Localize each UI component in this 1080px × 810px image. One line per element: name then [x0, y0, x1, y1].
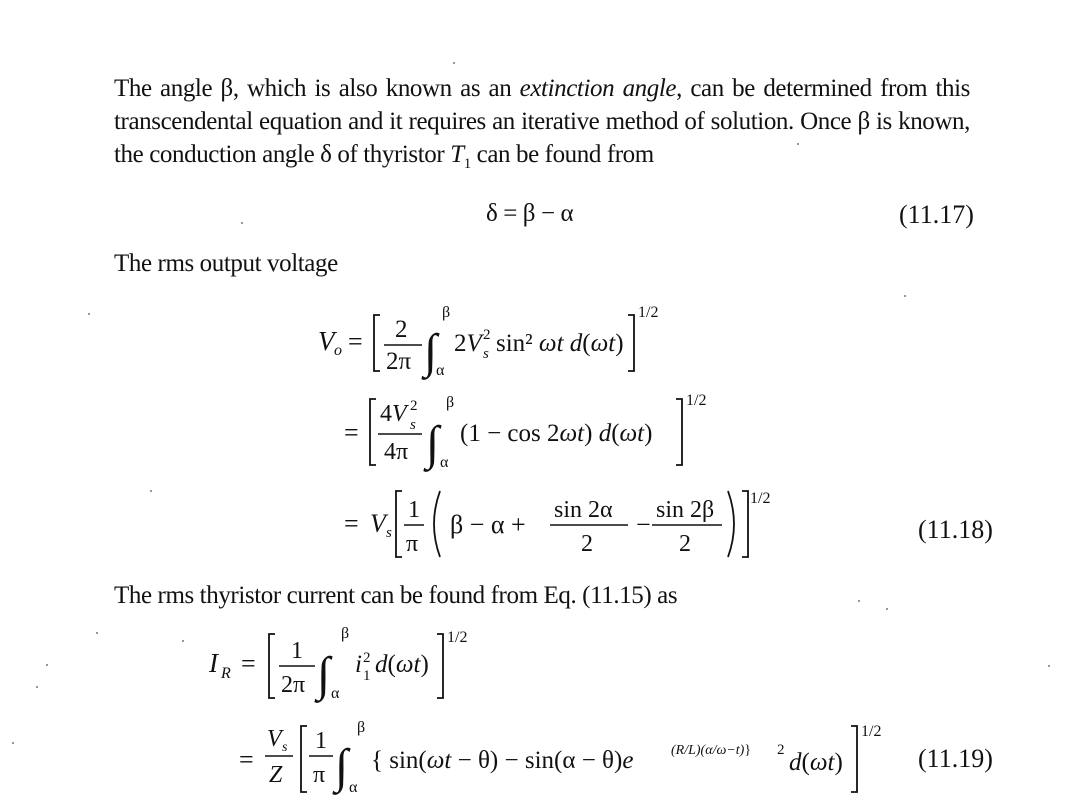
emphasis-extinction-angle: extinction angle [519, 75, 677, 102]
svg-text:β: β [357, 719, 366, 736]
svg-text:α: α [349, 779, 358, 796]
scan-speckle [182, 640, 184, 642]
svg-text:1: 1 [408, 497, 420, 523]
svg-text:s: s [386, 525, 392, 541]
svg-text:1: 1 [291, 638, 303, 664]
svg-text:d(ωt): d(ωt) [789, 749, 843, 776]
svg-text:1: 1 [315, 728, 327, 754]
svg-text:sin 2β: sin 2β [656, 497, 715, 523]
svg-text:β: β [442, 304, 451, 321]
equation-number-11-18: (11.18) [918, 515, 993, 544]
svg-text:π: π [406, 531, 419, 557]
svg-text:1/2: 1/2 [638, 304, 659, 321]
scan-speckle [797, 143, 799, 145]
svg-text:=: = [348, 327, 363, 356]
scan-speckle [46, 664, 48, 666]
svg-text:4V: 4V [380, 401, 407, 427]
svg-text:β − α +: β − α + [450, 510, 526, 539]
thyristor-subscript: 1 [463, 156, 471, 172]
svg-text:α: α [331, 685, 340, 702]
equation-11-18-block [310, 295, 1010, 585]
svg-text:2: 2 [777, 742, 785, 758]
svg-text:π: π [313, 762, 326, 788]
svg-text:d(ωt): d(ωt) [375, 651, 429, 678]
svg-text:s: s [410, 417, 416, 433]
svg-text:s: s [483, 346, 489, 362]
equation-11-17: δ = β − α [486, 200, 574, 227]
svg-text:V: V [370, 509, 386, 538]
svg-text:=: = [344, 509, 359, 538]
equation-number-11-19: (11.19) [918, 744, 993, 773]
svg-text:1/2: 1/2 [447, 629, 468, 646]
svg-text:α: α [440, 454, 449, 471]
svg-text:(R/L)(α/ω−t)}: (R/L)(α/ω−t)} [671, 743, 752, 758]
svg-text:∫: ∫ [335, 740, 349, 793]
scan-speckle [88, 313, 90, 315]
thyristor-symbol: T [450, 141, 464, 168]
svg-text:−: − [636, 510, 651, 539]
svg-text:2: 2 [410, 398, 418, 414]
svg-text:2: 2 [363, 650, 371, 666]
svg-text:1: 1 [363, 668, 371, 684]
scan-speckle [904, 295, 906, 297]
svg-text:Z: Z [269, 762, 283, 788]
svg-text:i: i [355, 651, 362, 678]
scan-speckle [12, 742, 14, 744]
svg-text:sin² ωt d(ωt): sin² ωt d(ωt) [496, 330, 624, 357]
svg-text:=: = [239, 745, 254, 774]
svg-text:R: R [221, 665, 231, 682]
svg-text:1/2: 1/2 [750, 490, 771, 507]
svg-text:1/2: 1/2 [686, 392, 707, 409]
svg-text:s: s [282, 740, 288, 755]
paragraph-extinction-angle [114, 72, 970, 181]
paragraph-rms-thyristor-current: The rms thyristor current can be found from Eq. (11.15) as [114, 582, 678, 609]
svg-text:=: = [241, 649, 256, 678]
svg-text:sin 2α: sin 2α [554, 497, 613, 523]
svg-text:1/2: 1/2 [861, 723, 882, 740]
svg-text:2: 2 [483, 327, 491, 343]
paragraph-text-2: , can be determined from this transcendental equation and it requires an iterative method of solution. Once β is known, the conduction angle δ of thyristor [114, 75, 970, 168]
svg-text:2: 2 [395, 316, 408, 343]
scan-speckle [241, 222, 243, 224]
svg-text:(1 − cos 2ωt) d(ωt): (1 − cos 2ωt) d(ωt) [460, 420, 653, 447]
scan-speckle [453, 62, 455, 64]
paragraph-text-1: The angle β, which is also known as an [114, 75, 520, 102]
svg-text:∫: ∫ [424, 325, 438, 378]
svg-text:β: β [341, 625, 350, 642]
scan-speckle [886, 608, 888, 610]
paragraph-text-3: can be found from [470, 141, 654, 168]
svg-text:=: = [344, 418, 359, 447]
svg-text:2π: 2π [386, 348, 412, 375]
svg-text:2π: 2π [281, 672, 306, 698]
scan-speckle [36, 686, 38, 688]
svg-text:V: V [267, 726, 282, 752]
svg-text:V: V [318, 326, 335, 356]
svg-text:∫: ∫ [426, 417, 440, 470]
equation-number-11-17: (11.17) [899, 200, 974, 229]
svg-text:{ sin(ωt − θ) − sin(α − θ)e: { sin(ωt − θ) − sin(α − θ)e [371, 747, 634, 774]
svg-text:2: 2 [581, 531, 593, 557]
svg-text:o: o [334, 342, 342, 359]
svg-text:β: β [446, 394, 455, 411]
svg-text:∫: ∫ [317, 648, 331, 701]
scan-speckle [96, 632, 98, 634]
scan-speckle [858, 600, 860, 602]
paragraph-rms-output-voltage: The rms output voltage [114, 250, 338, 277]
scan-speckle [1048, 665, 1050, 667]
svg-text:I: I [209, 648, 218, 678]
svg-text:α: α [436, 362, 445, 379]
svg-text:2V: 2V [454, 330, 482, 357]
equation-11-19-block [205, 620, 965, 800]
svg-text:4π: 4π [384, 439, 409, 465]
svg-text:2: 2 [679, 531, 691, 557]
scan-speckle [150, 490, 152, 492]
